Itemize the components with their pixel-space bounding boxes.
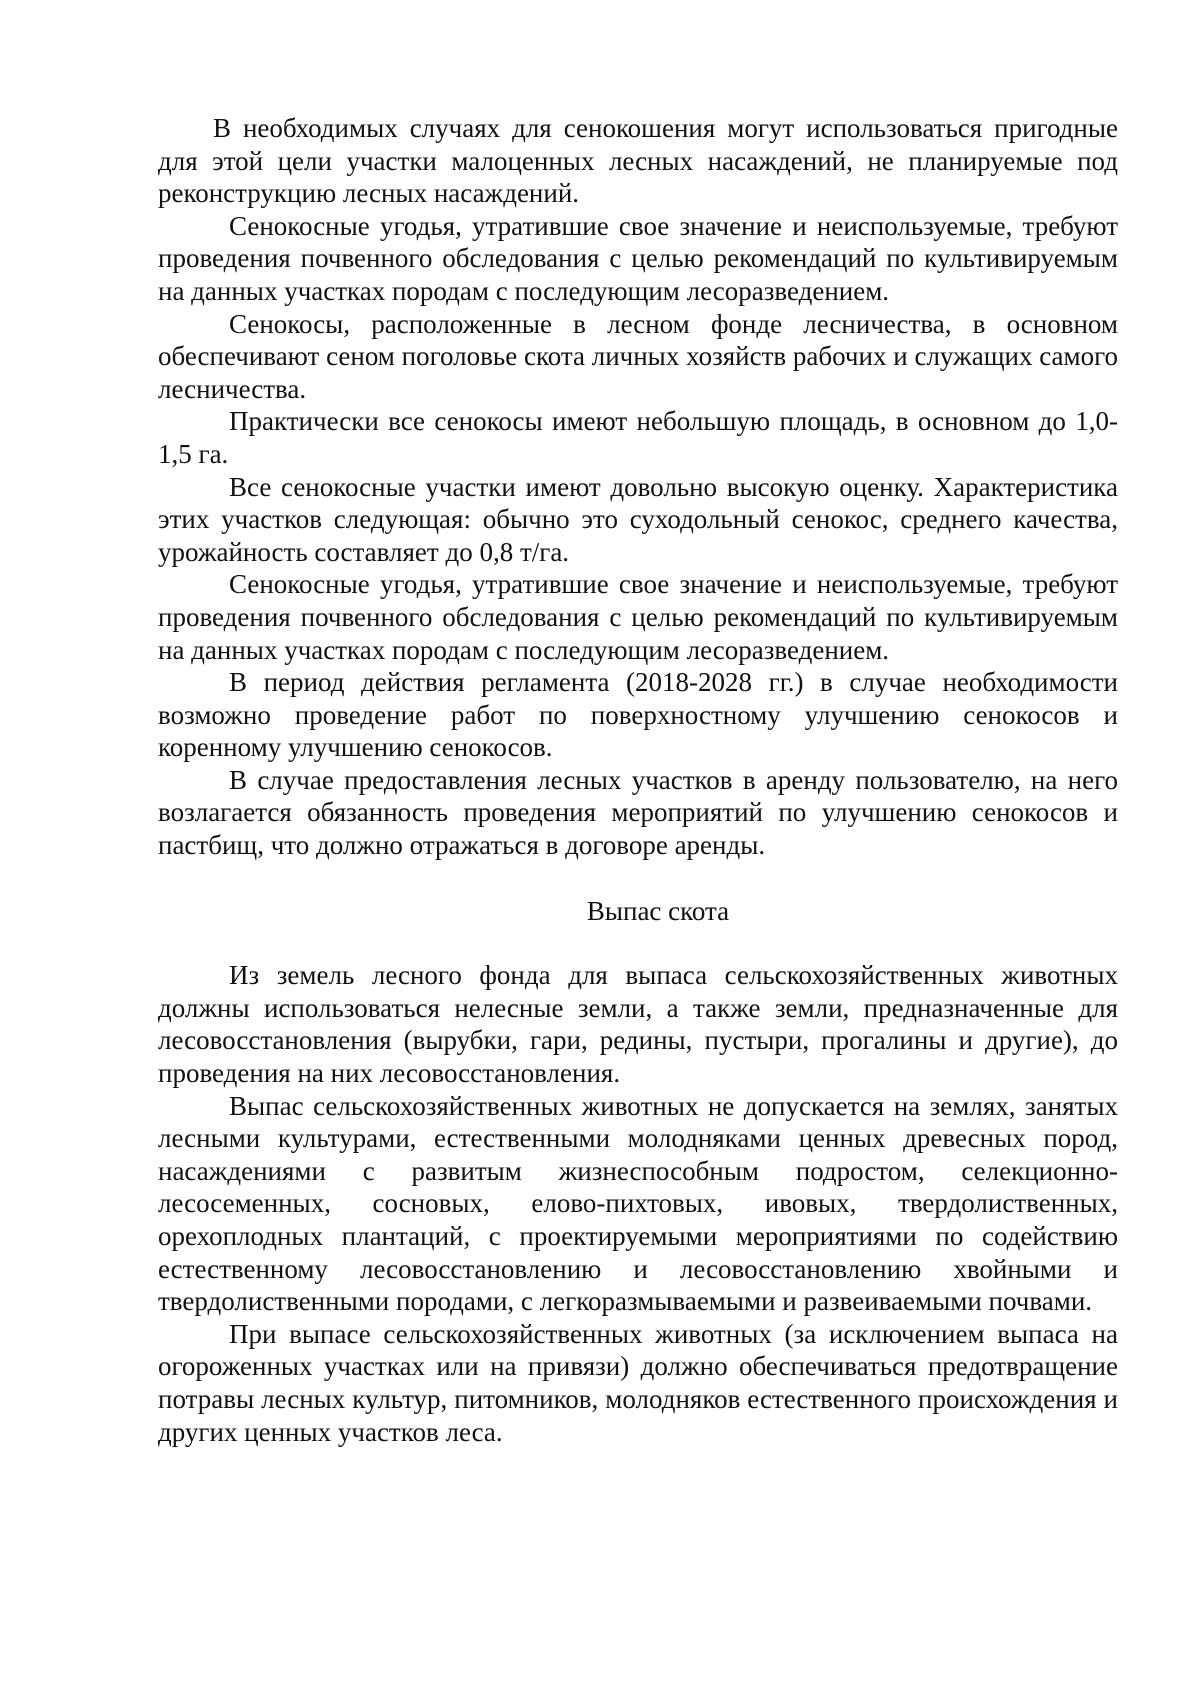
paragraph: Из земель лесного фонда для выпаса сельскохозяйственных животных должны использоваться нелесные земли, а также земли, предназначенные для лесовосстановления (вырубки, гари, редины, пустыри, прогалины и другие), до проведения на них лесовосстановления. [158, 960, 1118, 1089]
paragraph: Практически все сенокосы имеют небольшую площадь, в основном до 1,0-1,5 га. [158, 406, 1118, 469]
section-heading: Выпас скота [586, 895, 730, 926]
paragraph: Выпас сельскохозяйственных животных не допускается на землях, занятых лесными культурами, естественными молодняками ценных древесных пород, насаждениями с развитым жизнеспособным подростом, селекционно-лесосеменных, сосновых, елово-пихтовых, ивовых, твердолиственных, орехоплодных плантаций, с проектируемыми мероприятиями по содействию естественному лесовосстановлению и лесовосстановлению хвойными и твердолиственными породами, с легкоразмываемыми и развеиваемыми почвами. [158, 1090, 1118, 1317]
paragraph: В необходимых случаях для сенокошения могут использоваться пригодные для этой цели участки малоценных лесных насаждений, не планируемые под реконструкцию лесных насаждений. [158, 113, 1118, 209]
paragraph: Все сенокосные участки имеют довольно высокую оценку. Характеристика этих участков следующая: обычно это суходольный сенокос, среднего качества, урожайность составляет до 0,8 т/га. [158, 471, 1118, 567]
paragraph: При выпасе сельскохозяйственных животных (за исключением выпаса на огороженных участках или на привязи) должно обеспечиваться предотвращение потравы лесных культур, питомников, молодняков естественного происхождения и других ценных участков леса. [158, 1318, 1118, 1447]
paragraph: Сенокосные угодья, утратившие свое значение и неиспользуемые, требуют проведения почвенного обследования с целью рекомендаций по культивируемым на данных участках породам с последующим лесоразведением. [158, 210, 1118, 306]
document-body [158, 112, 1118, 1448]
paragraph: В период действия регламента (2018-2028 гг.) в случае необходимости возможно проведение работ по поверхностному улучшению сенокосов и коренному улучшению сенокосов. [158, 667, 1118, 763]
paragraph: Сенокосные угодья, утратившие свое значение и неиспользуемые, требуют проведения почвенного обследования с целью рекомендаций по культивируемым на данных участках породам с последующим лесоразведением. [158, 569, 1118, 665]
paragraph: В случае предоставления лесных участков в аренду пользователю, на него возлагается обязанность проведения мероприятий по улучшению сенокосов и пастбищ, что должно отражаться в договоре аренды. [158, 764, 1118, 861]
paragraph: Сенокосы, расположенные в лесном фонде лесничества, в основном обеспечивают сеном поголовье скота личных хозяйств рабочих и служащих самого лесничества. [158, 308, 1118, 404]
